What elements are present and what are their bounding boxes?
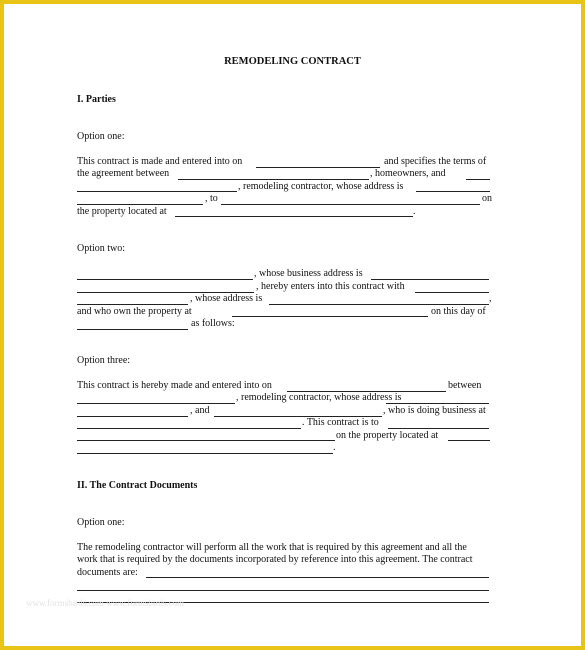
blank-line [77,304,188,305]
blank-line [256,167,380,168]
text-line: and who own the property at [77,306,192,317]
text-line: The remodeling contractor will perform all the work that is required by this agreement and all the [77,542,467,553]
text-line: as follows: [191,318,235,329]
text-line: , remodeling contractor, whose address is [236,392,402,403]
text-line: , homeowners, and [370,168,446,179]
text-line: on the property located at [336,430,439,441]
text-line: . This contract is to [302,417,379,428]
text-line: , whose address is [190,293,263,304]
text-line: documents are: [77,567,138,578]
text-line: the agreement between [77,168,170,179]
document-title: REMODELING CONTRACT [224,56,361,67]
section-heading-contract-documents: II. The Contract Documents [77,480,198,491]
text-line: . [333,442,336,453]
blank-line [77,204,203,205]
blank-line [77,428,301,429]
option-label: Option one: [77,131,125,142]
text-line: This contract is made and entered into on [77,156,243,167]
blank-line [175,216,413,217]
blank-line [146,577,489,578]
option-label: Option three: [77,355,131,366]
text-line: , hereby enters into this contract with [256,281,405,292]
blank-line [77,191,237,192]
blank-line [77,279,253,280]
blank-line [269,304,489,305]
blank-line [221,204,480,205]
blank-line [77,590,489,591]
blank-line [77,416,188,417]
section-heading-parties: I. Parties [77,94,116,105]
blank-line [232,316,428,317]
text-line: on this day of [431,306,486,317]
text-line: , to [205,193,218,204]
text-line: , [489,293,492,304]
text-line: , and [190,405,210,416]
blank-line [416,191,490,192]
blank-line [415,292,489,293]
blank-line [77,329,188,330]
blank-line [77,440,335,441]
blank-line [386,403,489,404]
text-line: , who is doing business at [383,405,486,416]
text-line: the property located at [77,206,167,217]
text-line: between [448,380,482,391]
text-line: This contract is hereby made and entered into on [77,380,272,391]
blank-line [178,179,369,180]
text-line: on [482,193,492,204]
text-line: and specifies the terms of [384,156,487,167]
option-label: Option two: [77,243,126,254]
blank-line [388,428,489,429]
blank-line [371,279,489,280]
watermark-text: www.formsbirds.com www.formsbirds.com [26,598,185,608]
blank-line [77,453,333,454]
blank-line [466,179,490,180]
blank-line [77,403,235,404]
option-label: Option one: [77,517,125,528]
blank-line [448,440,490,441]
text-line: work that is required by the documents incorporated by reference into this agreement. The contract [77,554,473,565]
text-line: , remodeling contractor, whose address is [238,181,404,192]
text-line: , whose business address is [254,268,363,279]
contract-page [4,4,581,646]
text-line: . [413,206,416,217]
